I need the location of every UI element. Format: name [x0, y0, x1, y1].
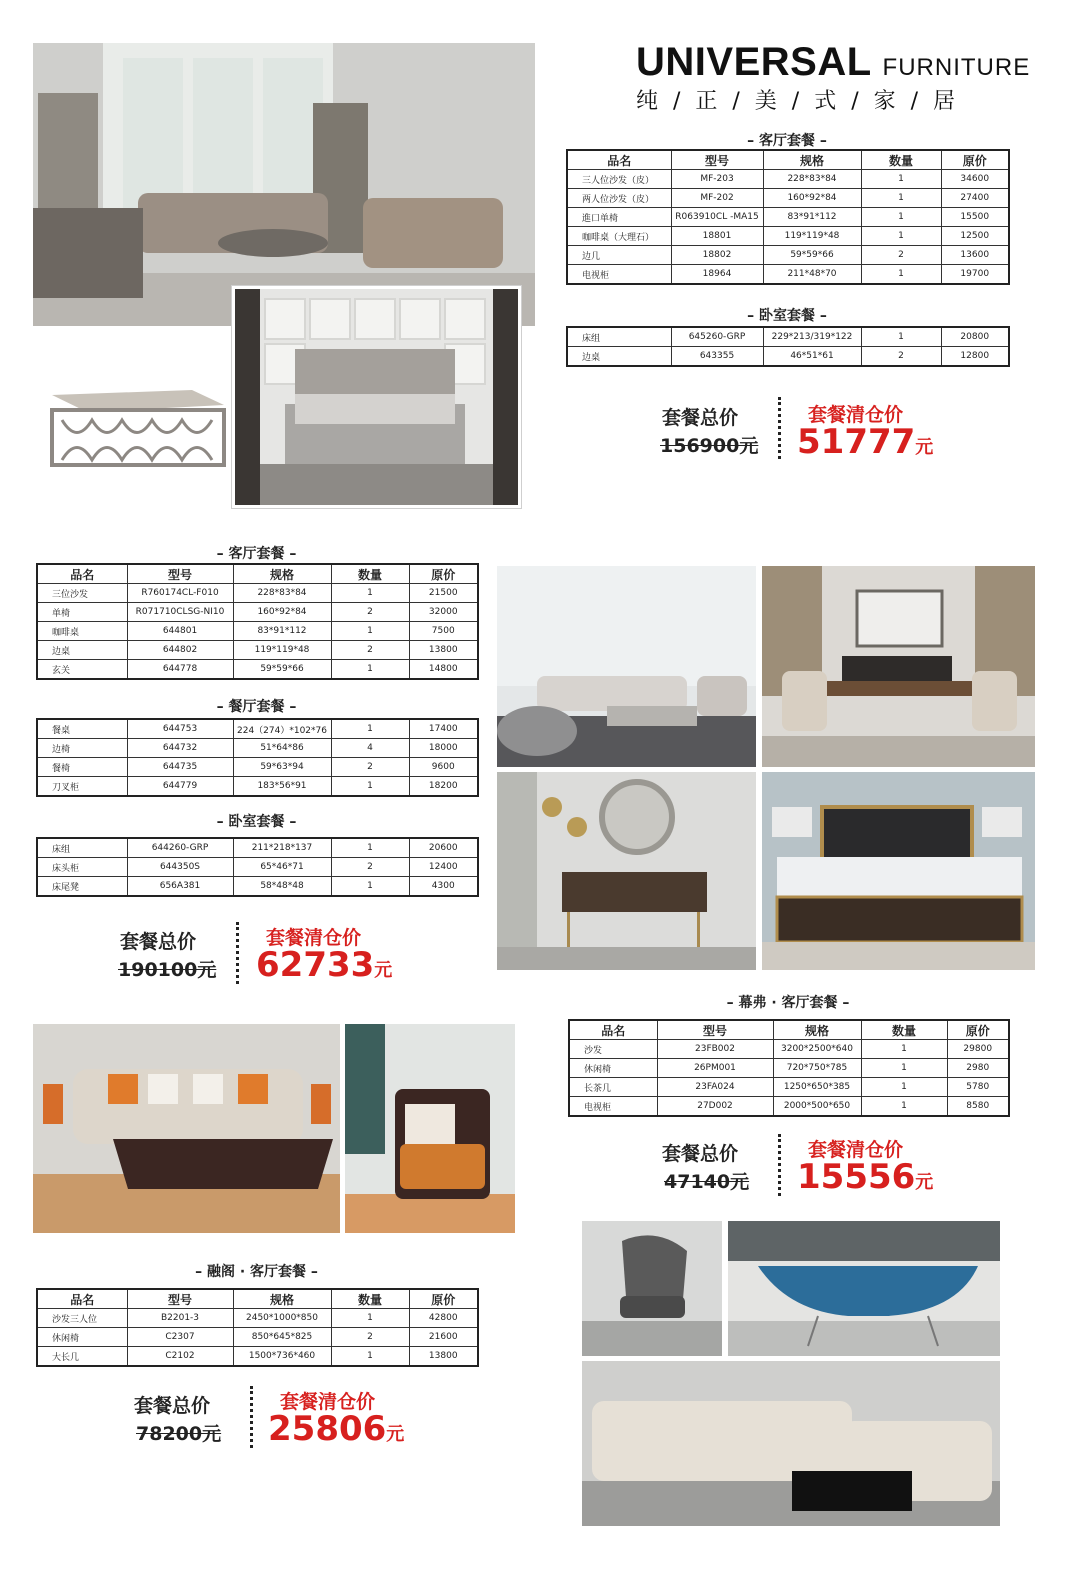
clearance-price-number: 15556	[797, 1157, 916, 1197]
clearance-price-label: 套餐清仓价	[808, 1139, 904, 1161]
table-cell: 644350S	[127, 858, 233, 877]
column-header: 规格	[773, 1020, 861, 1040]
table-cell: 1	[331, 584, 409, 603]
currency-unit: 元	[915, 437, 934, 458]
column-header: 型号	[127, 1289, 233, 1309]
clearance-price-value	[256, 945, 393, 985]
column-header: 品名	[37, 564, 127, 584]
sectional-sofa-photo	[582, 1361, 1000, 1526]
table-cell: 1500*736*460	[233, 1347, 331, 1367]
table-cell: 26PM001	[657, 1059, 773, 1078]
table-cell: 床组	[567, 327, 671, 347]
table-cell: 13800	[409, 1347, 478, 1367]
table-cell: 1	[331, 660, 409, 680]
table-cell: 4	[331, 739, 409, 758]
living-room-3-photo	[33, 1024, 340, 1233]
total-price-label: 套餐总价	[662, 1143, 739, 1165]
table-cell: 23FB002	[657, 1040, 773, 1059]
clearance-price-number: 62733	[256, 945, 375, 985]
table-cell: 160*92*84	[763, 189, 861, 208]
table-cell: 850*645*825	[233, 1328, 331, 1347]
table-cell: 23FA024	[657, 1078, 773, 1097]
package-table	[566, 326, 1010, 367]
table-cell: 刀叉柜	[37, 777, 127, 797]
table-cell: 长茶几	[569, 1078, 657, 1097]
table-cell: 2	[331, 1328, 409, 1347]
table-cell: 玄关	[37, 660, 127, 680]
brand-sub: FURNITURE	[882, 54, 1031, 81]
clearance-price-number: 25806	[268, 1409, 387, 1449]
table-row	[569, 1059, 1009, 1078]
table-row	[567, 189, 1009, 208]
table-row	[37, 1347, 478, 1367]
table-cell: 83*91*112	[763, 208, 861, 227]
table-row	[567, 227, 1009, 246]
table-row	[567, 208, 1009, 227]
section-title: – 幕弗 · 客厅套餐 –	[726, 995, 850, 1011]
table-cell: 休闲椅	[569, 1059, 657, 1078]
brand-name: UNIVERSAL	[636, 40, 871, 84]
column-header: 规格	[233, 564, 331, 584]
table-row	[37, 858, 478, 877]
table-cell: 27400	[941, 189, 1009, 208]
table-cell: 21500	[409, 584, 478, 603]
table-cell: C2102	[127, 1347, 233, 1367]
table-header-row	[37, 564, 478, 584]
clearance-price-value	[797, 422, 934, 462]
table-header-row	[37, 1289, 478, 1309]
price-divider	[778, 397, 781, 459]
table-cell: 2	[331, 641, 409, 660]
price-divider	[778, 1134, 781, 1196]
table-cell: 1	[861, 327, 941, 347]
table-row	[37, 838, 478, 858]
table-cell: 休闲椅	[37, 1328, 127, 1347]
table-cell: 224（274）*102*76	[233, 719, 331, 739]
table-cell: 644753	[127, 719, 233, 739]
table-cell: 床头柜	[37, 858, 127, 877]
table-row	[37, 584, 478, 603]
package-table	[568, 1019, 1010, 1117]
table-row	[567, 327, 1009, 347]
table-cell: 边桌	[37, 641, 127, 660]
table-cell: 7500	[409, 622, 478, 641]
table-cell: C2307	[127, 1328, 233, 1347]
table-cell: B2201-3	[127, 1309, 233, 1328]
table-cell: 1	[331, 1347, 409, 1367]
table-cell: 644778	[127, 660, 233, 680]
table-cell: 32000	[409, 603, 478, 622]
table-row	[37, 603, 478, 622]
section-title: – 餐厅套餐 –	[216, 699, 297, 715]
column-header: 数量	[861, 1020, 947, 1040]
table-cell: 644779	[127, 777, 233, 797]
column-header: 数量	[331, 1289, 409, 1309]
column-header: 品名	[567, 150, 671, 170]
section-title: – 客厅套餐 –	[216, 546, 297, 562]
table-cell: 15500	[941, 208, 1009, 227]
price-divider	[250, 1386, 253, 1448]
currency-unit: 元	[915, 1172, 934, 1193]
package-table	[36, 837, 479, 897]
table-cell: 12800	[941, 347, 1009, 367]
table-cell: 1	[861, 1078, 947, 1097]
dining-room-photo	[762, 566, 1035, 767]
table-cell: 咖啡桌	[37, 622, 127, 641]
table-row	[37, 739, 478, 758]
table-cell: 沙发三人位	[37, 1309, 127, 1328]
table-cell: 电视柜	[569, 1097, 657, 1117]
table-cell: MF-202	[671, 189, 763, 208]
column-header: 数量	[331, 564, 409, 584]
lounge-chair-photo	[345, 1024, 515, 1233]
table-cell: 1	[861, 1040, 947, 1059]
section-title: – 融阁 · 客厅套餐 –	[195, 1264, 318, 1280]
column-header: 型号	[671, 150, 763, 170]
table-cell: 21600	[409, 1328, 478, 1347]
table-cell: 边几	[567, 246, 671, 265]
table-cell: 27D002	[657, 1097, 773, 1117]
table-cell: 20600	[409, 838, 478, 858]
table-cell: 51*64*86	[233, 739, 331, 758]
table-cell: 644801	[127, 622, 233, 641]
table-cell: R063910CL -MA15	[671, 208, 763, 227]
table-cell: 8580	[947, 1097, 1009, 1117]
table-cell: 咖啡桌（大理石）	[567, 227, 671, 246]
table-cell: 59*59*66	[763, 246, 861, 265]
column-header: 规格	[233, 1289, 331, 1309]
table-cell: 9600	[409, 758, 478, 777]
table-cell: 1	[861, 170, 941, 189]
column-header: 原价	[947, 1020, 1009, 1040]
table-cell: 211*48*70	[763, 265, 861, 285]
brand-slogan: 纯 / 正 / 美 / 式 / 家 / 居	[636, 89, 959, 114]
column-header: 品名	[37, 1289, 127, 1309]
package-table	[36, 1288, 479, 1367]
table-cell: 18801	[671, 227, 763, 246]
table-cell: 大长几	[37, 1347, 127, 1367]
table-cell: 2	[861, 246, 941, 265]
total-price-value: 156900元	[660, 435, 759, 457]
table-cell: 1	[331, 1309, 409, 1328]
column-header: 品名	[569, 1020, 657, 1040]
table-row	[567, 347, 1009, 367]
column-header: 原价	[409, 564, 478, 584]
table-cell: 645260-GRP	[671, 327, 763, 347]
table-cell: 餐桌	[37, 719, 127, 739]
table-cell: 1	[861, 1059, 947, 1078]
clearance-price-label: 套餐清仓价	[280, 1391, 376, 1413]
table-cell: 3200*2500*640	[773, 1040, 861, 1059]
table-cell: 2980	[947, 1059, 1009, 1078]
table-cell: 18802	[671, 246, 763, 265]
section-title: – 客厅套餐 –	[747, 133, 827, 149]
table-cell: 656A381	[127, 877, 233, 897]
accent-chair-photo	[582, 1221, 722, 1356]
table-cell: 42800	[409, 1309, 478, 1328]
table-cell: R760174CL-F010	[127, 584, 233, 603]
table-cell: 1	[331, 777, 409, 797]
package-table	[36, 718, 479, 797]
table-cell: 两人位沙发（皮）	[567, 189, 671, 208]
table-cell: 228*83*84	[233, 584, 331, 603]
table-cell: 1	[331, 838, 409, 858]
table-cell: 643355	[671, 347, 763, 367]
table-cell: 12400	[409, 858, 478, 877]
table-header-row	[567, 150, 1009, 170]
section-title: – 卧室套餐 –	[216, 814, 297, 830]
table-cell: 1	[331, 719, 409, 739]
table-cell: 边桌	[567, 347, 671, 367]
table-cell: 2	[331, 858, 409, 877]
table-cell: 18964	[671, 265, 763, 285]
table-cell: 229*213/319*122	[763, 327, 861, 347]
total-price-label: 套餐总价	[120, 931, 197, 953]
table-cell: R071710CLSG-NI10	[127, 603, 233, 622]
table-cell: 沙发	[569, 1040, 657, 1059]
total-price-value: 78200元	[136, 1423, 222, 1445]
bedroom-photo	[232, 286, 521, 508]
table-cell: 644735	[127, 758, 233, 777]
table-cell: 59*63*94	[233, 758, 331, 777]
table-header-row	[569, 1020, 1009, 1040]
table-cell: 1	[861, 208, 941, 227]
coffee-table-photo	[42, 380, 230, 475]
table-row	[567, 246, 1009, 265]
column-header: 型号	[127, 564, 233, 584]
clearance-price-value	[797, 1157, 934, 1197]
table-cell: 18200	[409, 777, 478, 797]
table-row	[569, 1097, 1009, 1117]
table-cell: 1	[331, 622, 409, 641]
table-cell: 644732	[127, 739, 233, 758]
table-row	[37, 758, 478, 777]
table-cell: 2	[861, 347, 941, 367]
table-cell: 46*51*61	[763, 347, 861, 367]
table-cell: 14800	[409, 660, 478, 680]
table-cell: 单椅	[37, 603, 127, 622]
table-cell: 边椅	[37, 739, 127, 758]
table-cell: 160*92*84	[233, 603, 331, 622]
table-row	[567, 170, 1009, 189]
table-row	[567, 265, 1009, 285]
table-cell: 1250*650*385	[773, 1078, 861, 1097]
table-cell: 211*218*137	[233, 838, 331, 858]
total-price-value: 47140元	[664, 1171, 750, 1193]
table-cell: 三人位沙发（皮）	[567, 170, 671, 189]
table-row	[37, 641, 478, 660]
table-cell: MF-203	[671, 170, 763, 189]
column-header: 数量	[861, 150, 941, 170]
table-row	[569, 1078, 1009, 1097]
bedroom-2-photo	[762, 772, 1035, 970]
table-cell: 1	[861, 189, 941, 208]
table-row	[37, 719, 478, 739]
package-table	[36, 563, 479, 680]
package-table	[566, 149, 1010, 285]
table-cell: 13800	[409, 641, 478, 660]
table-row	[37, 877, 478, 897]
currency-unit: 元	[374, 960, 393, 981]
column-header: 规格	[763, 150, 861, 170]
table-cell: 644802	[127, 641, 233, 660]
clearance-price-label: 套餐清仓价	[266, 927, 362, 949]
table-cell: 119*119*48	[763, 227, 861, 246]
table-cell: 644260-GRP	[127, 838, 233, 858]
table-cell: 83*91*112	[233, 622, 331, 641]
clearance-price-value	[268, 1409, 405, 1449]
table-cell: 1	[861, 1097, 947, 1117]
table-cell: 183*56*91	[233, 777, 331, 797]
tv-cabinet-photo	[728, 1221, 1000, 1356]
table-cell: 119*119*48	[233, 641, 331, 660]
entry-console-photo	[497, 772, 756, 970]
table-cell: 13600	[941, 246, 1009, 265]
total-price-label: 套餐总价	[134, 1395, 211, 1417]
table-cell: 1	[331, 877, 409, 897]
price-divider	[236, 922, 239, 984]
living-room-2-photo	[497, 566, 756, 767]
table-cell: 228*83*84	[763, 170, 861, 189]
table-cell: 18000	[409, 739, 478, 758]
table-row	[37, 1309, 478, 1328]
table-cell: 進口单椅	[567, 208, 671, 227]
table-cell: 电视柜	[567, 265, 671, 285]
table-cell: 床组	[37, 838, 127, 858]
table-cell: 床尾凳	[37, 877, 127, 897]
table-row	[569, 1040, 1009, 1059]
table-cell: 20800	[941, 327, 1009, 347]
table-cell: 1	[861, 265, 941, 285]
table-cell: 12500	[941, 227, 1009, 246]
table-cell: 17400	[409, 719, 478, 739]
table-cell: 1	[861, 227, 941, 246]
table-row	[37, 777, 478, 797]
table-cell: 2000*500*650	[773, 1097, 861, 1117]
table-cell: 720*750*785	[773, 1059, 861, 1078]
table-cell: 4300	[409, 877, 478, 897]
total-price-label: 套餐总价	[662, 407, 739, 429]
table-cell: 29800	[947, 1040, 1009, 1059]
column-header: 型号	[657, 1020, 773, 1040]
table-cell: 2	[331, 758, 409, 777]
column-header: 原价	[941, 150, 1009, 170]
table-row	[37, 1328, 478, 1347]
clearance-price-number: 51777	[797, 422, 916, 462]
column-header: 原价	[409, 1289, 478, 1309]
table-row	[37, 660, 478, 680]
table-cell: 2450*1000*850	[233, 1309, 331, 1328]
total-price-value: 190100元	[118, 959, 217, 981]
clearance-price-label: 套餐清仓价	[808, 404, 904, 426]
table-cell: 65*46*71	[233, 858, 331, 877]
table-cell: 三位沙发	[37, 584, 127, 603]
currency-unit: 元	[386, 1424, 405, 1445]
table-cell: 5780	[947, 1078, 1009, 1097]
table-row	[37, 622, 478, 641]
section-title: – 卧室套餐 –	[747, 308, 827, 324]
table-cell: 2	[331, 603, 409, 622]
table-cell: 34600	[941, 170, 1009, 189]
table-cell: 59*59*66	[233, 660, 331, 680]
table-cell: 餐椅	[37, 758, 127, 777]
brand-logo	[636, 40, 1031, 85]
table-cell: 19700	[941, 265, 1009, 285]
table-cell: 58*48*48	[233, 877, 331, 897]
living-room-photo	[33, 43, 535, 326]
